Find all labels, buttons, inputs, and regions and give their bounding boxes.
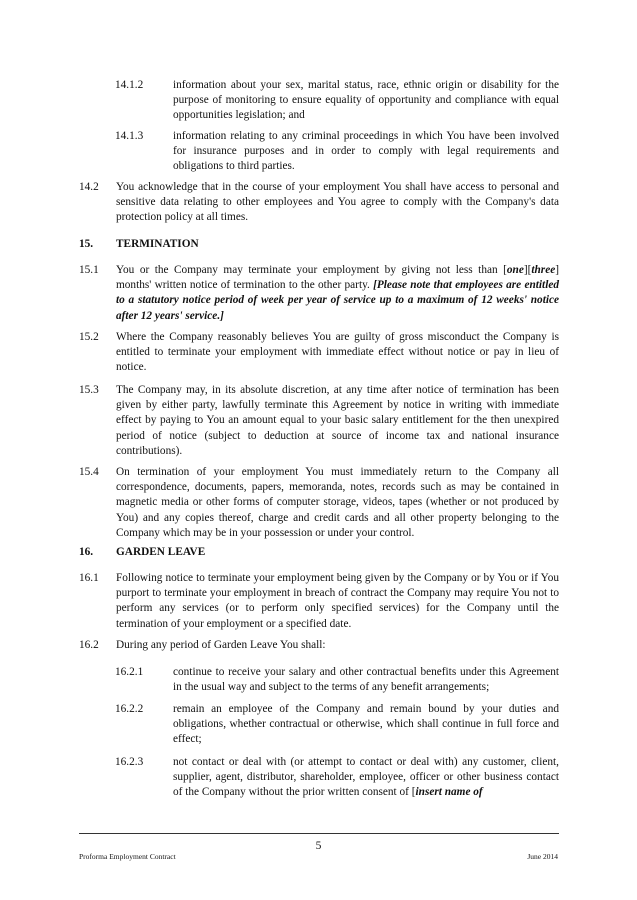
clause-number: 16.2 (79, 639, 99, 651)
section-heading-garden-leave: GARDEN LEAVE (116, 546, 206, 558)
clause-15-1-part: You or the Company may terminate your employment by giving not less than [ (116, 264, 507, 276)
clause-15-4-text: On termination of your employment You must immediately return to the Company all correspondence, documents, papers, memoranda, notes, records such as may be contained in magnetic media or other forms of computer storage, videos, tapes (whether or not produced by You) and any copies thereof, charge and credit cards and all other property belonging to the Company which may be in your possession or under your control. (116, 466, 559, 539)
clause-number: 16.1 (79, 572, 99, 584)
clause-16-2-3-text (173, 755, 559, 801)
clause-15-1-part: ] months' written notice of termination to the other party. (116, 264, 559, 292)
clause-16-2-3-part: not contact or deal with (or attempt to contact or deal with) any customer, client, supplier, agent, distributor, shareholder, employee, officer or other business contact of the Company without the prior written consent of [ (173, 756, 559, 799)
clause-number: 15.1 (79, 264, 99, 276)
clause-number: 16.2.2 (115, 703, 144, 715)
section-heading-termination: TERMINATION (116, 238, 199, 250)
statutory-notice-note: [Please note that employees are entitled to a statutory notice period of week per year of service up to a maximum of 12 weeks' notice after 12 years' service.] (116, 279, 559, 322)
clause-number: 14.1.2 (115, 79, 144, 91)
clause-15-3-text: The Company may, in its absolute discretion, at any time after notice of termination has been given by either party, lawfully terminate this Agreement by notice in writing with immediate effect by paying to You an amount equal to your basic salary entitlement for the then unexpired period of notice (subject to deduction at source of income tax and national insurance contributions). (116, 384, 559, 457)
clause-16-2-1-text: continue to receive your salary and other contractual benefits under this Agreement in the usual way and subject to the terms of any benefit arrangements; (173, 666, 559, 694)
clause-number: 14.1.3 (115, 130, 144, 142)
clause-number: 16.2.3 (115, 756, 144, 768)
clause-15-2-text: Where the Company reasonably believes You are guilty of gross misconduct the Company is entitled to terminate your employment with immediate effect without notice or pay in lieu of notice. (116, 331, 559, 374)
clause-16-2-text: During any period of Garden Leave You shall: (116, 639, 326, 651)
clause-number: 14.2 (79, 181, 99, 193)
clause-14-1-3-text: information relating to any criminal proceedings in which You have been involved for insurance purposes and in order to comply with legal requirements and obligations to third parties. (173, 130, 559, 173)
clause-14-2-text: You acknowledge that in the course of your employment You shall have access to personal and sensitive data relating to other employees and You agree to comply with the Company's data protection policy at all times. (116, 181, 559, 224)
notice-option-three: three (531, 264, 556, 276)
clause-number: 15.2 (79, 331, 99, 343)
footer-date: June 2014 (527, 852, 558, 861)
clause-number: 16.2.1 (115, 666, 144, 678)
footer-document-title: Proforma Employment Contract (79, 852, 176, 861)
notice-option-one: one (506, 264, 524, 276)
insert-name-placeholder: insert name of (415, 786, 483, 799)
section-number: 16. (79, 546, 94, 558)
clause-15-1-text (116, 263, 559, 324)
page-number: 5 (315, 840, 322, 852)
clause-16-1-text: Following notice to terminate your employment being given by the Company or by You or if You purport to terminate your employment in breach of contract the Company may require You not to perform any services (or to perform only specified services) for the Company until the termination of your employment or a specified date. (116, 572, 559, 630)
clause-number: 15.4 (79, 466, 99, 478)
clause-15-1-part: ][ (523, 264, 532, 276)
clause-16-2-2-text: remain an employee of the Company and remain bound by your duties and obligations, whether contractual or otherwise, which shall continue in full force and effect; (173, 703, 559, 746)
footer-rule (79, 833, 559, 834)
section-number: 15. (79, 238, 94, 250)
clause-14-1-2-text: information about your sex, marital status, race, ethnic origin or disability for the purpose of monitoring to ensure equality of opportunity and compliance with equal opportunities legislation; and (173, 79, 559, 122)
clause-number: 15.3 (79, 384, 99, 396)
